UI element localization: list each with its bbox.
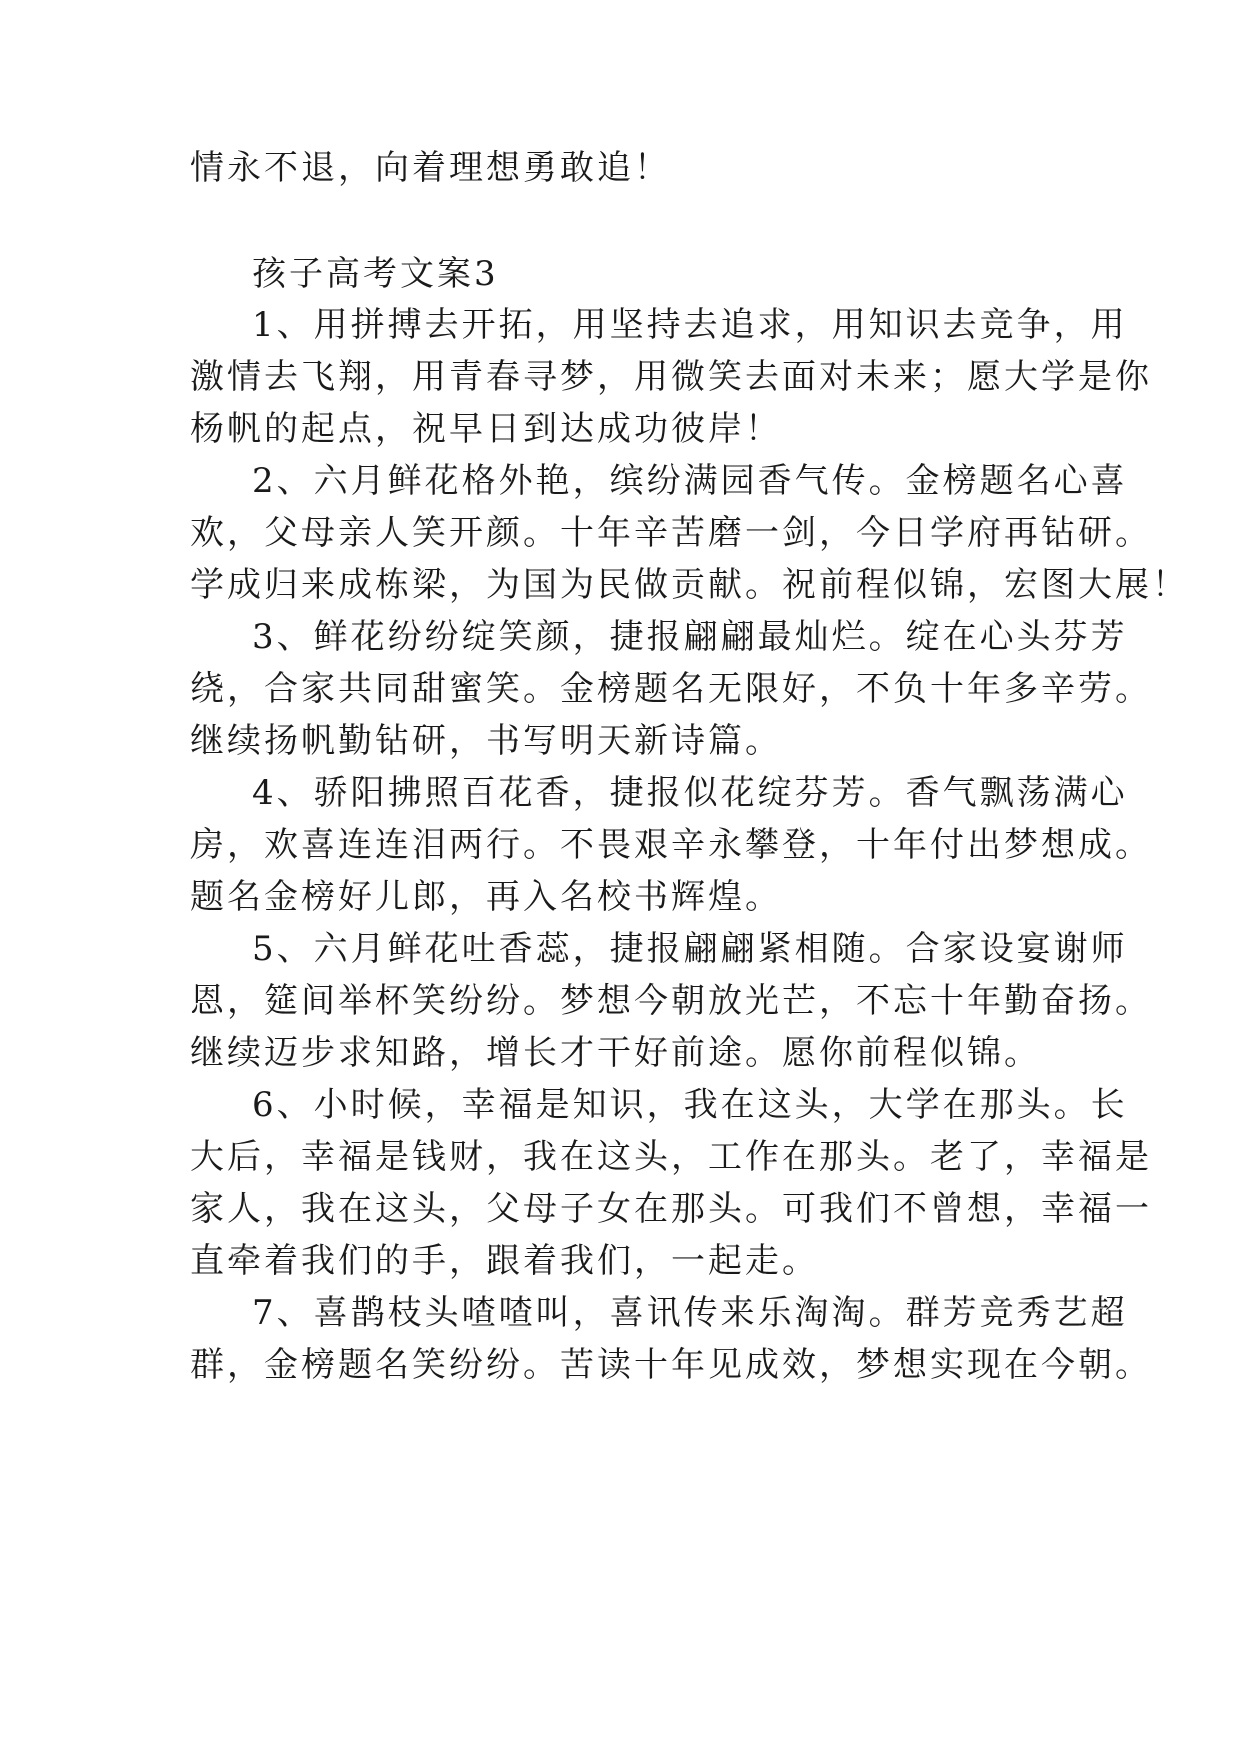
text-line: 绕，合家共同甜蜜笑。金榜题名无限好，不负十年多辛劳。: [190, 669, 1152, 709]
section-heading: 孩子高考文案3: [252, 254, 499, 294]
text-line: 7、喜鹊枝头喳喳叫，喜讯传来乐淘淘。群芳竞秀艺超: [252, 1293, 1128, 1333]
text-line: 学成归来成栋梁，为国为民做贡献。祝前程似锦，宏图大展！: [190, 565, 1189, 605]
text-line: 6、小时候，幸福是知识，我在这头，大学在那头。长: [252, 1085, 1128, 1125]
text-line: 大后，幸福是钱财，我在这头，工作在那头。老了，幸福是: [190, 1137, 1152, 1177]
text-line: 1、用拼搏去开拓，用坚持去追求，用知识去竞争，用: [252, 305, 1128, 345]
text-line: 家人，我在这头，父母子女在那头。可我们不曾想，幸福一: [190, 1189, 1152, 1229]
text-line: 继续迈步求知路，增长才干好前途。愿你前程似锦。: [190, 1033, 1041, 1073]
text-line: 情永不退，向着理想勇敢追！: [190, 148, 671, 188]
text-line: 题名金榜好儿郎，再入名校书辉煌。: [190, 877, 782, 917]
text-line: 恩，筵间举杯笑纷纷。梦想今朝放光芒，不忘十年勤奋扬。: [190, 981, 1152, 1021]
text-line: 继续扬帆勤钻研，书写明天新诗篇。: [190, 721, 782, 761]
text-line: 2、六月鲜花格外艳，缤纷满园香气传。金榜题名心喜: [252, 461, 1128, 501]
text-line: 群，金榜题名笑纷纷。苦读十年见成效，梦想实现在今朝。: [190, 1345, 1152, 1385]
text-line: 房，欢喜连连泪两行。不畏艰辛永攀登，十年付出梦想成。: [190, 825, 1152, 865]
text-line: 欢，父母亲人笑开颜。十年辛苦磨一剑，今日学府再钻研。: [190, 513, 1152, 553]
text-line: 杨帆的起点，祝早日到达成功彼岸！: [190, 409, 782, 449]
text-line: 激情去飞翔，用青春寻梦，用微笑去面对未来；愿大学是你: [190, 357, 1152, 397]
text-line: 5、六月鲜花吐香蕊，捷报翩翩紧相随。合家设宴谢师: [252, 929, 1128, 969]
text-line: 直牵着我们的手，跟着我们，一起走。: [190, 1241, 819, 1281]
text-line: 3、鲜花纷纷绽笑颜，捷报翩翩最灿烂。绽在心头芬芳: [252, 617, 1128, 657]
text-line: 4、骄阳拂照百花香，捷报似花绽芬芳。香气飘荡满心: [252, 773, 1128, 813]
